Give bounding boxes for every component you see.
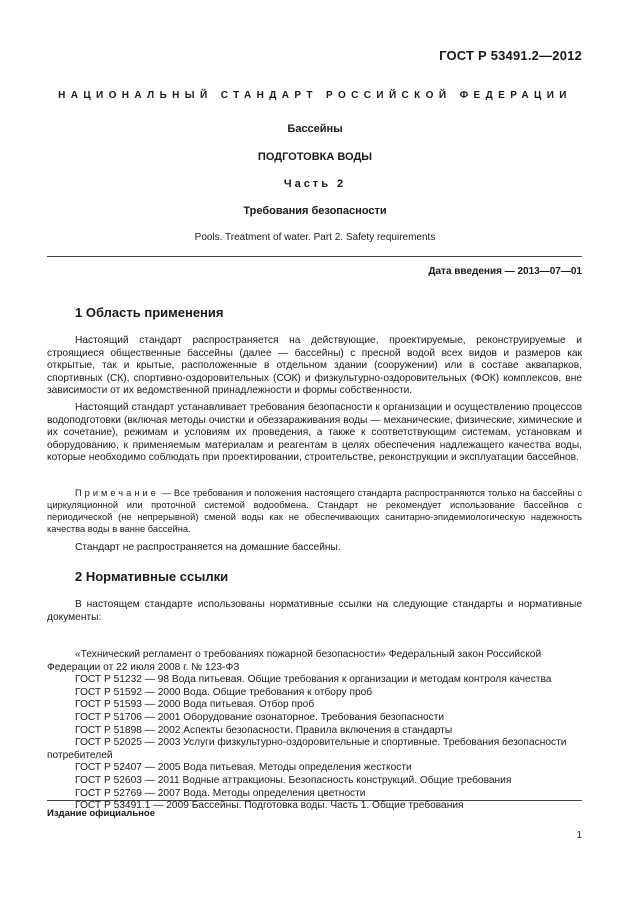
divider xyxy=(47,800,582,801)
list-item: ГОСТ Р 51706 — 2001 Оборудование озонаторное. Требования безопасности xyxy=(75,711,445,723)
list-item: ГОСТ Р 52603 — 2011 Водные аттракционы. Безопасность конструкций. Общие требования xyxy=(75,774,512,786)
standard-number: ГОСТ Р 53491.2—2012 xyxy=(439,48,582,63)
note-label: Примечание xyxy=(75,488,159,498)
list-item: ГОСТ Р 51232 — 98 Вода питьевая. Общие требования к организации и методам контроля качества xyxy=(75,674,552,686)
references-list xyxy=(47,649,582,813)
scope-paragraph-2 xyxy=(47,402,582,465)
scope-paragraph-1 xyxy=(47,335,582,398)
list-item: ГОСТ Р 51898 — 2002 Аспекты безопасности. Правила включения в стандарты xyxy=(75,724,453,736)
paragraph-text: В настоящем стандарте использованы нормативные ссылки на следующие стандарты и нормативные документы: xyxy=(47,599,582,623)
list-item: ГОСТ Р 52407 — 2005 Вода питьевая. Методы определения жесткости xyxy=(75,762,412,774)
title-subject: Бассейны xyxy=(287,123,343,135)
list-item: ГОСТ Р 53491.1 — 2009 Бассейны. Подготовка воды. Часть 1. Общие требования xyxy=(75,800,464,812)
note-text: — Все требования и положения настоящего стандарта распространяются только на бассейны с циркуляционной или проточной системой водообмена. Стандарт не рекомендует использование бассейнов с периодической (не непрерывной) сменой воды как не обеспечивающих санитарно-эпидемиологическую надежность качества воды в ванне бассейна. xyxy=(47,488,582,535)
paragraph-text: Стандарт не распространяется на домашние бассейны. xyxy=(75,542,341,553)
page-number: 1 xyxy=(576,830,582,841)
list-item: ГОСТ Р 51592 — 2000 Вода. Общие требования к отбору проб xyxy=(75,686,373,698)
paragraph-text: Настоящий стандарт устанавливает требования безопасности к организации и осуществлению процессов водоподготовки (включая методы очистки и обеззараживания воды — механические, физические, химические и их сочетание), режимам и условиям их проведения, а также к соответствующим системам, установкам и оборудованию, к применяемым материалам и реагентам в целях обеспечения надлежащего качества воды, которые необходимо соблюдать при проектировании, строительстве, реконструкции и эксплуатации бассейнов. xyxy=(47,402,582,464)
paragraph-text: Настоящий стандарт распространяется на действующие, проектируемые, реконструируемые и строящиеся общественные бассейны (далее — бассейны) с пресной водой всех видов и размеров как открытые, так и крытые, расположенные в отдельном здании (сооружении) или в составе аквапарков, спортивных (СК), спортивно-оздоровительных (СОК) и физкультурно-оздоровительных (ФОК) комплексов, вне зависимости от их ведомственной принадлежности и формы собственности. xyxy=(47,335,582,397)
scope-paragraph-3 xyxy=(47,542,582,555)
list-item: ГОСТ Р 51593 — 2000 Вода питьевая. Отбор проб xyxy=(75,699,315,711)
scope-note xyxy=(47,487,582,535)
title-subtitle: Требования безопасности xyxy=(243,205,387,217)
title-english: Pools. Treatment of water. Part 2. Safety requirements xyxy=(194,232,436,243)
introduction-date: Дата введения — 2013—07—01 xyxy=(428,266,582,277)
edition-label: Издание официальное xyxy=(47,808,155,819)
title-main: ПОДГОТОВКА ВОДЫ xyxy=(257,151,373,163)
section-heading-scope: 1 Область применения xyxy=(75,305,224,320)
list-item: ГОСТ Р 52769 — 2007 Вода. Методы определения цветности xyxy=(75,787,366,799)
divider xyxy=(47,256,582,257)
references-intro xyxy=(47,599,582,624)
standard-series-title: НАЦИОНАЛЬНЫЙ СТАНДАРТ РОССИЙСКОЙ ФЕДЕРАЦИИ xyxy=(58,90,572,101)
section-heading-references: 2 Нормативные ссылки xyxy=(75,569,229,584)
title-part: Часть 2 xyxy=(283,178,347,190)
list-item: «Технический регламент о требованиях пожарной безопасности» Федеральный закон Российской Федерации от 22 июля 2008 г. № 123-ФЗ xyxy=(47,649,542,673)
list-item: ГОСТ Р 52025 — 2003 Услуги физкультурно-оздоровительные и спортивные. Требования безопасности потребителей xyxy=(47,737,567,761)
